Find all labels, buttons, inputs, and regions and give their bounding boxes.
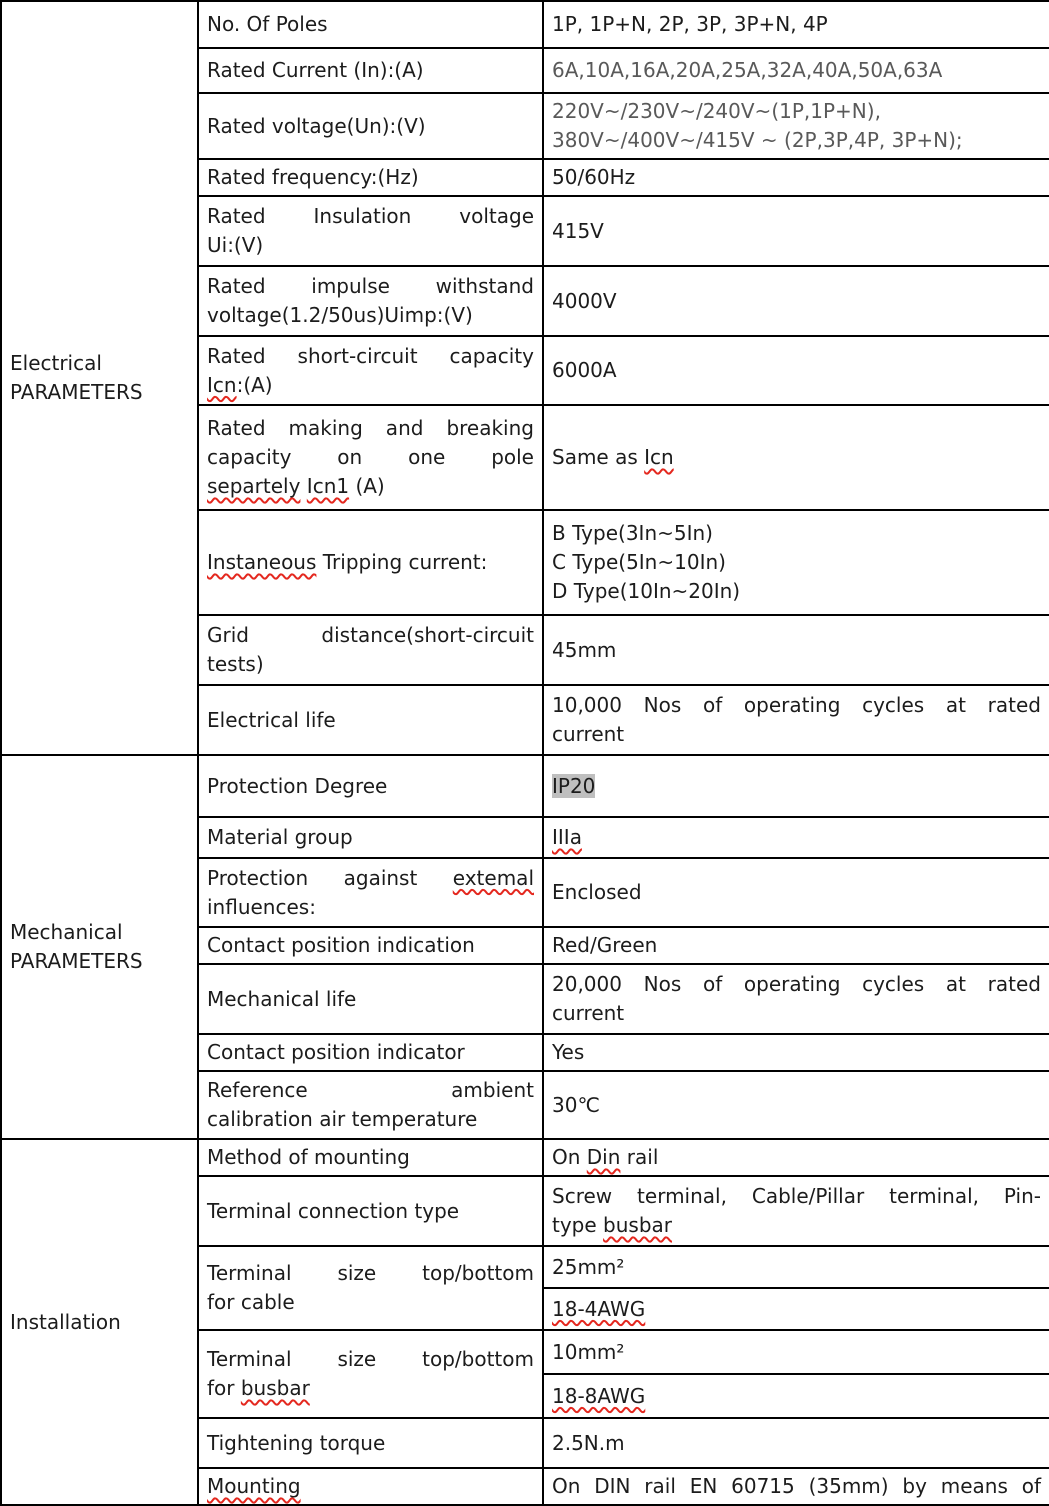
text-line bbox=[552, 163, 1041, 192]
text-run: 25mm² bbox=[552, 1254, 625, 1279]
value-cell bbox=[543, 196, 1049, 266]
text-line bbox=[552, 636, 1041, 665]
text-run: Rated frequency:(Hz) bbox=[207, 165, 419, 189]
text-line bbox=[552, 1382, 1041, 1411]
text-run: 50/60Hz bbox=[552, 165, 636, 189]
misspelled-text: Din bbox=[586, 1145, 621, 1169]
text-line bbox=[207, 931, 534, 960]
text-line bbox=[552, 10, 1041, 39]
text-line bbox=[207, 231, 534, 260]
text-run: 380V~/400V~/415V ~ (2P,3P,4P, 3P+N); bbox=[552, 128, 963, 152]
text-run: B Type(3In~5In) bbox=[552, 521, 713, 545]
value-cell bbox=[543, 1139, 1049, 1176]
param-cell bbox=[198, 266, 543, 336]
text-run: Contact position indication bbox=[207, 933, 475, 957]
text-line bbox=[207, 342, 534, 371]
text-line bbox=[207, 1374, 534, 1403]
value-cell bbox=[543, 1374, 1049, 1418]
category-cell-mechanical bbox=[1, 755, 198, 1139]
text-run: Protection Degree bbox=[207, 773, 388, 798]
value-cell bbox=[543, 755, 1049, 817]
text-line bbox=[552, 1295, 1041, 1324]
text-line bbox=[552, 56, 1041, 85]
value-cell bbox=[543, 1034, 1049, 1071]
text-line bbox=[10, 378, 189, 407]
text-run: Mechanical bbox=[10, 920, 123, 944]
param-cell bbox=[198, 1468, 543, 1505]
text-line bbox=[552, 287, 1041, 316]
text-line bbox=[207, 1345, 534, 1374]
param-cell bbox=[198, 405, 543, 510]
value-cell bbox=[543, 964, 1049, 1034]
text-line bbox=[207, 1288, 534, 1317]
text-run: Ui:(V) bbox=[207, 233, 264, 257]
misspelled-text: Icn1 bbox=[306, 474, 350, 498]
text-run: D Type(10In~20In) bbox=[552, 579, 741, 603]
text-run: 1P, 1P+N, 2P, 3P, 3P+N, 4P bbox=[552, 12, 828, 36]
text-run: 6000A bbox=[552, 358, 617, 382]
text-line bbox=[552, 1429, 1041, 1458]
text-run: :(A) bbox=[236, 372, 273, 397]
text-run: 10,000 Nos of operating cycles at rated bbox=[552, 693, 1041, 717]
text-line bbox=[552, 931, 1041, 960]
text-run: type bbox=[552, 1213, 604, 1237]
text-line bbox=[207, 371, 534, 400]
text-run: Terminal connection type bbox=[207, 1198, 460, 1223]
text-run: PARAMETERS bbox=[10, 949, 143, 973]
text-run: 415V bbox=[552, 218, 604, 243]
text-line bbox=[207, 772, 534, 801]
value-cell bbox=[543, 1246, 1049, 1288]
text-run: capacity on one pole bbox=[207, 445, 534, 469]
text-line bbox=[207, 202, 534, 231]
text-run: On DIN rail EN 60715 (35mm) by means of bbox=[552, 1474, 1041, 1498]
text-run: tests) bbox=[207, 652, 264, 676]
text-run: (A) bbox=[349, 474, 385, 498]
value-cell bbox=[543, 336, 1049, 405]
text-line bbox=[207, 1105, 534, 1134]
value-cell bbox=[543, 48, 1049, 93]
misspelled-text: Mounting bbox=[207, 1474, 301, 1498]
text-run: Installation bbox=[10, 1309, 121, 1334]
text-line bbox=[552, 691, 1041, 720]
text-run: 220V~/230V~/240V~(1P,1P+N), bbox=[552, 99, 881, 123]
value-cell bbox=[543, 510, 1049, 615]
text-run: Terminal size top/bottom bbox=[207, 1261, 534, 1285]
text-run: current bbox=[552, 1001, 625, 1025]
text-line bbox=[207, 706, 534, 735]
text-run: 6A,10A,16A,20A,25A,32A,40A,50A,63A bbox=[552, 58, 943, 82]
text-line bbox=[207, 301, 534, 330]
text-line bbox=[552, 720, 1041, 749]
text-line bbox=[552, 772, 1041, 801]
text-line bbox=[207, 1143, 534, 1172]
text-run: influences: bbox=[207, 894, 316, 919]
text-run: Tightening torque bbox=[207, 1430, 386, 1455]
text-line bbox=[207, 414, 534, 443]
misspelled-text: Icn bbox=[207, 372, 237, 397]
text-run: voltage(1.2/50us)Uimp:(V) bbox=[207, 303, 473, 327]
param-cell bbox=[198, 1, 543, 48]
text-line bbox=[552, 1338, 1041, 1367]
text-run: Rated Insulation voltage bbox=[207, 204, 534, 228]
value-cell bbox=[543, 1071, 1049, 1139]
table-row bbox=[1, 1139, 1049, 1176]
highlighted-text: IP20 bbox=[552, 773, 596, 798]
text-line bbox=[552, 999, 1041, 1028]
text-run: calibration air temperature bbox=[207, 1107, 478, 1131]
text-run: current bbox=[552, 722, 625, 746]
param-cell bbox=[198, 1176, 543, 1246]
text-line bbox=[552, 548, 1041, 577]
value-cell bbox=[543, 858, 1049, 927]
param-cell bbox=[198, 1139, 543, 1176]
table-row bbox=[1, 1, 1049, 48]
misspelled-text: busbar bbox=[603, 1213, 673, 1237]
value-cell bbox=[543, 1468, 1049, 1505]
text-run: No. Of Poles bbox=[207, 12, 328, 36]
text-run: Enclosed bbox=[552, 880, 642, 904]
text-line bbox=[207, 112, 534, 141]
value-cell bbox=[543, 685, 1049, 755]
text-line bbox=[552, 443, 1041, 472]
misspelled-text: busbar bbox=[240, 1376, 310, 1400]
value-cell bbox=[543, 266, 1049, 336]
value-cell bbox=[543, 817, 1049, 858]
value-cell bbox=[543, 1, 1049, 48]
text-run: Yes bbox=[552, 1040, 585, 1064]
misspelled-text: 18-8AWG bbox=[552, 1383, 646, 1408]
text-run: rail bbox=[620, 1145, 659, 1169]
text-run: Electrical bbox=[10, 351, 102, 375]
text-line bbox=[207, 1076, 534, 1105]
text-line bbox=[207, 10, 534, 39]
text-run: C Type(5In~10In) bbox=[552, 550, 726, 574]
text-run: Rated impulse withstand bbox=[207, 274, 534, 298]
text-run: Same as bbox=[552, 445, 645, 469]
text-line bbox=[207, 1259, 534, 1288]
text-run: Tripping current: bbox=[316, 550, 488, 574]
text-run: 20,000 Nos of operating cycles at rated bbox=[552, 972, 1041, 996]
text-line bbox=[552, 878, 1041, 907]
text-run: Contact position indicator bbox=[207, 1040, 465, 1064]
text-line bbox=[10, 1308, 189, 1337]
param-cell bbox=[198, 615, 543, 685]
value-cell bbox=[543, 93, 1049, 159]
text-run: Rated making and breaking bbox=[207, 416, 534, 440]
param-cell bbox=[198, 93, 543, 159]
text-run: Protection against bbox=[207, 865, 453, 890]
text-line bbox=[207, 163, 534, 192]
value-cell bbox=[543, 405, 1049, 510]
category-cell-installation bbox=[1, 1139, 198, 1505]
text-line bbox=[552, 1091, 1041, 1120]
text-run: 10mm² bbox=[552, 1339, 625, 1364]
text-run: Red/Green bbox=[552, 933, 658, 957]
param-cell bbox=[198, 48, 543, 93]
text-line bbox=[207, 272, 534, 301]
param-cell bbox=[198, 685, 543, 755]
misspelled-text: Instaneous bbox=[207, 550, 317, 574]
text-run: for bbox=[207, 1376, 241, 1400]
text-line bbox=[207, 1038, 534, 1067]
text-line bbox=[552, 1472, 1041, 1501]
param-cell bbox=[198, 1071, 543, 1139]
text-line bbox=[207, 472, 534, 501]
misspelled-text: extemal bbox=[452, 865, 534, 890]
param-cell bbox=[198, 1034, 543, 1071]
text-line bbox=[207, 823, 534, 852]
text-line bbox=[552, 1253, 1041, 1282]
text-line bbox=[207, 56, 534, 85]
value-cell bbox=[543, 1176, 1049, 1246]
text-run: 4000V bbox=[552, 288, 617, 313]
text-line bbox=[10, 349, 189, 378]
text-run: Rated short-circuit capacity bbox=[207, 343, 534, 368]
text-line bbox=[207, 548, 534, 577]
value-cell bbox=[543, 1288, 1049, 1330]
text-line bbox=[552, 1211, 1041, 1240]
param-cell bbox=[198, 1246, 543, 1330]
text-run: Mechanical life bbox=[207, 986, 357, 1011]
text-line bbox=[552, 970, 1041, 999]
text-line bbox=[552, 1143, 1041, 1172]
text-line bbox=[207, 893, 534, 922]
text-line bbox=[10, 947, 189, 976]
param-cell bbox=[198, 1418, 543, 1468]
value-cell bbox=[543, 1330, 1049, 1374]
text-run: Screw terminal, Cable/Pillar terminal, Pin- bbox=[552, 1184, 1041, 1208]
text-line bbox=[207, 443, 534, 472]
value-cell bbox=[543, 1418, 1049, 1468]
misspelled-text: separtely bbox=[207, 474, 301, 498]
text-run: On bbox=[552, 1145, 587, 1169]
text-run: Rated Current (In):(A) bbox=[207, 58, 424, 82]
text-run: Rated voltage(Un):(V) bbox=[207, 113, 426, 138]
text-run: PARAMETERS bbox=[10, 380, 143, 404]
text-line bbox=[207, 650, 534, 679]
param-cell bbox=[198, 858, 543, 927]
category-cell-electrical bbox=[1, 1, 198, 755]
text-line bbox=[552, 823, 1041, 852]
text-run: Electrical life bbox=[207, 707, 336, 732]
param-cell bbox=[198, 159, 543, 196]
text-line bbox=[207, 1472, 534, 1501]
text-line bbox=[207, 1429, 534, 1458]
text-run: Method of mounting bbox=[207, 1145, 410, 1169]
text-line bbox=[207, 985, 534, 1014]
misspelled-text: 18-4AWG bbox=[552, 1296, 646, 1321]
text-run: 45mm bbox=[552, 637, 617, 662]
text-line bbox=[552, 577, 1041, 606]
text-line bbox=[207, 864, 534, 893]
param-cell bbox=[198, 755, 543, 817]
param-cell bbox=[198, 817, 543, 858]
text-run: for cable bbox=[207, 1290, 295, 1314]
text-line bbox=[207, 621, 534, 650]
text-line bbox=[552, 97, 1041, 126]
misspelled-text: IIIa bbox=[552, 825, 582, 849]
value-cell bbox=[543, 615, 1049, 685]
text-run: Reference ambient bbox=[207, 1078, 534, 1102]
value-cell bbox=[543, 159, 1049, 196]
text-run: Grid distance(short-circuit bbox=[207, 623, 534, 647]
text-line bbox=[552, 1182, 1041, 1211]
param-cell bbox=[198, 510, 543, 615]
text-line bbox=[552, 126, 1041, 155]
text-line bbox=[552, 519, 1041, 548]
value-cell bbox=[543, 927, 1049, 964]
param-cell bbox=[198, 1330, 543, 1418]
param-cell bbox=[198, 927, 543, 964]
text-line bbox=[552, 1038, 1041, 1067]
text-line bbox=[207, 1197, 534, 1226]
param-cell bbox=[198, 196, 543, 266]
text-line bbox=[552, 356, 1041, 385]
misspelled-text: Icn bbox=[644, 445, 674, 469]
table-row bbox=[1, 755, 1049, 817]
text-run: 30℃ bbox=[552, 1092, 600, 1117]
param-cell bbox=[198, 964, 543, 1034]
text-line bbox=[552, 217, 1041, 246]
text-run: Material group bbox=[207, 825, 353, 849]
text-run: 2.5N.m bbox=[552, 1430, 625, 1455]
param-cell bbox=[198, 336, 543, 405]
text-run: Terminal size top/bottom bbox=[207, 1347, 534, 1371]
text-line bbox=[10, 918, 189, 947]
